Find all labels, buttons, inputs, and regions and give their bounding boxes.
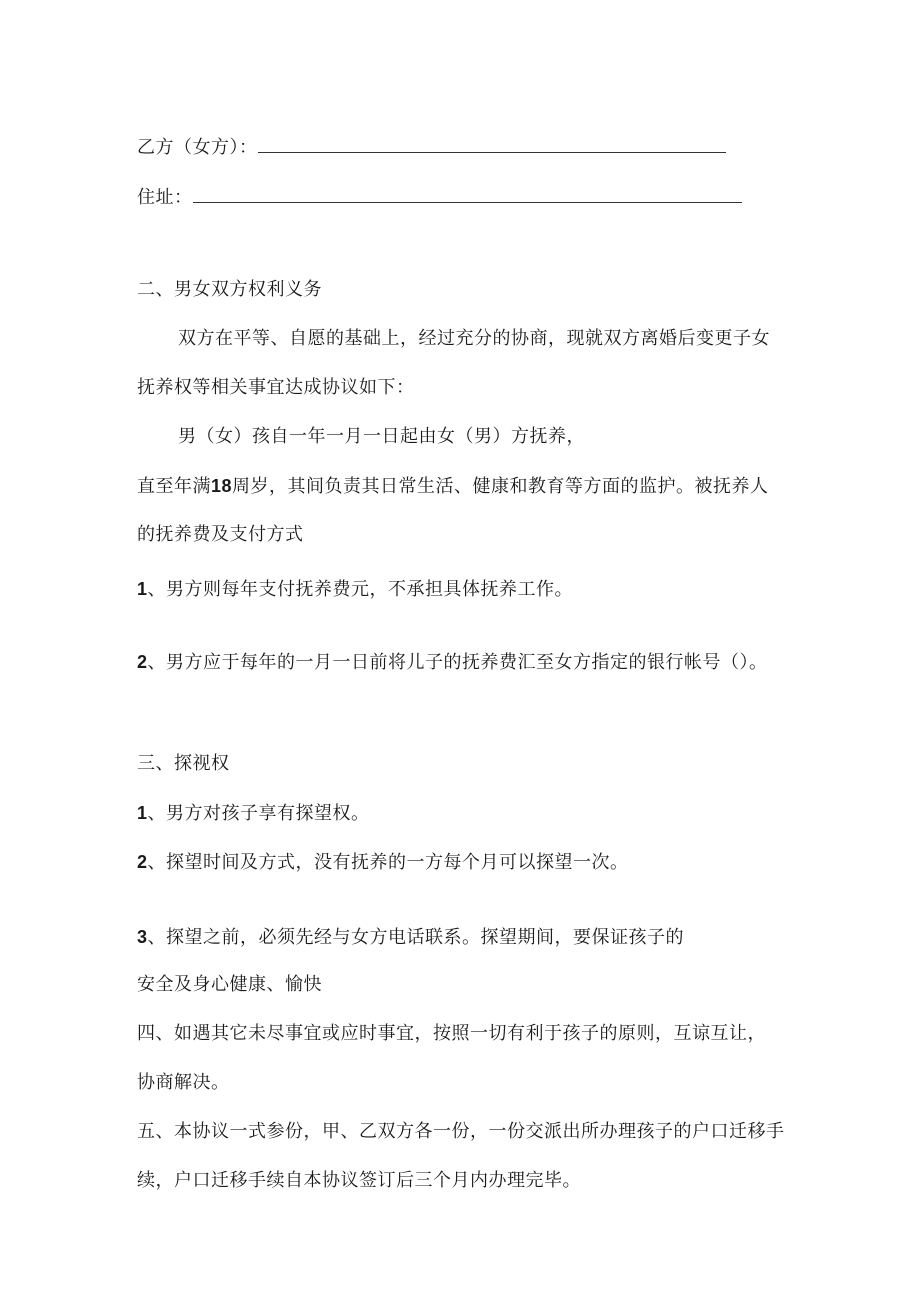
section3-item1 <box>137 801 370 826</box>
address-blank <box>193 184 742 203</box>
address-line <box>137 184 742 210</box>
section2-heading: 二、男女双方权利义务 <box>137 279 322 300</box>
section3-item2-text: 、探望时间及方式，没有抚养的一方每个月可以探望一次。 <box>147 852 629 873</box>
section5-line2: 续，户口迁移手续自本协议签订后三个月内办理完毕。 <box>137 1170 581 1191</box>
custody-age: 18 <box>211 476 233 496</box>
custody-line2-pre: 直至年满 <box>137 476 211 497</box>
section3-item3 <box>137 925 684 950</box>
section3-item3-num: 3 <box>137 927 148 947</box>
party-b-label: 乙方（女方）： <box>137 137 258 158</box>
address-label: 住址： <box>137 187 193 208</box>
section2-intro-line1: 双方在平等、自愿的基础上，经过充分的协商，现就双方离婚后变更子女 <box>178 328 770 349</box>
custody-line3: 的抚养费及支付方式 <box>137 524 304 545</box>
section2-item2 <box>137 650 768 675</box>
section3-item2-num: 2 <box>137 852 148 872</box>
section5-line1: 五、本协议一式参份，甲、乙双方各一份，一份交派出所办理孩子的户口迁移手 <box>137 1121 785 1142</box>
section4-line2: 协商解决。 <box>137 1072 230 1093</box>
custody-line1: 男（女）孩自一年一月一日起由女（男）方抚养， <box>178 426 585 447</box>
party-b-line <box>137 134 726 160</box>
section3-item3-text: 、探望之前，必须先经与女方电话联系。探望期间，要保证孩子的 <box>147 927 685 948</box>
section3-heading: 三、探视权 <box>137 753 230 774</box>
section2-item2-text: 、男方应于每年的一月一日前将儿子的抚养费汇至女方指定的银行帐号（）。 <box>147 652 768 673</box>
section2-item1-text: 、男方则每年支付抚养费元，不承担具体抚养工作。 <box>147 579 574 600</box>
section2-intro-line2: 抚养权等相关事宜达成协议如下： <box>137 377 415 398</box>
section3-item2 <box>137 850 629 875</box>
custody-line2 <box>137 474 769 499</box>
section3-item1-text: 、男方对孩子享有探望权。 <box>147 803 370 824</box>
section3-item1-num: 1 <box>137 803 148 823</box>
custody-line2-post: 周岁，其间负责其日常生活、健康和教育等方面的监护。被抚养人 <box>232 476 769 497</box>
section3-item3-cont: 安全及身心健康、愉快 <box>137 974 322 995</box>
section2-item1 <box>137 577 573 602</box>
section2-item2-num: 2 <box>137 652 148 672</box>
section4-line1: 四、如遇其它未尽事宜或应时事宜，按照一切有利于孩子的原则，互谅互让， <box>137 1023 766 1044</box>
party-b-blank <box>258 134 726 153</box>
section2-item1-num: 1 <box>137 579 148 599</box>
